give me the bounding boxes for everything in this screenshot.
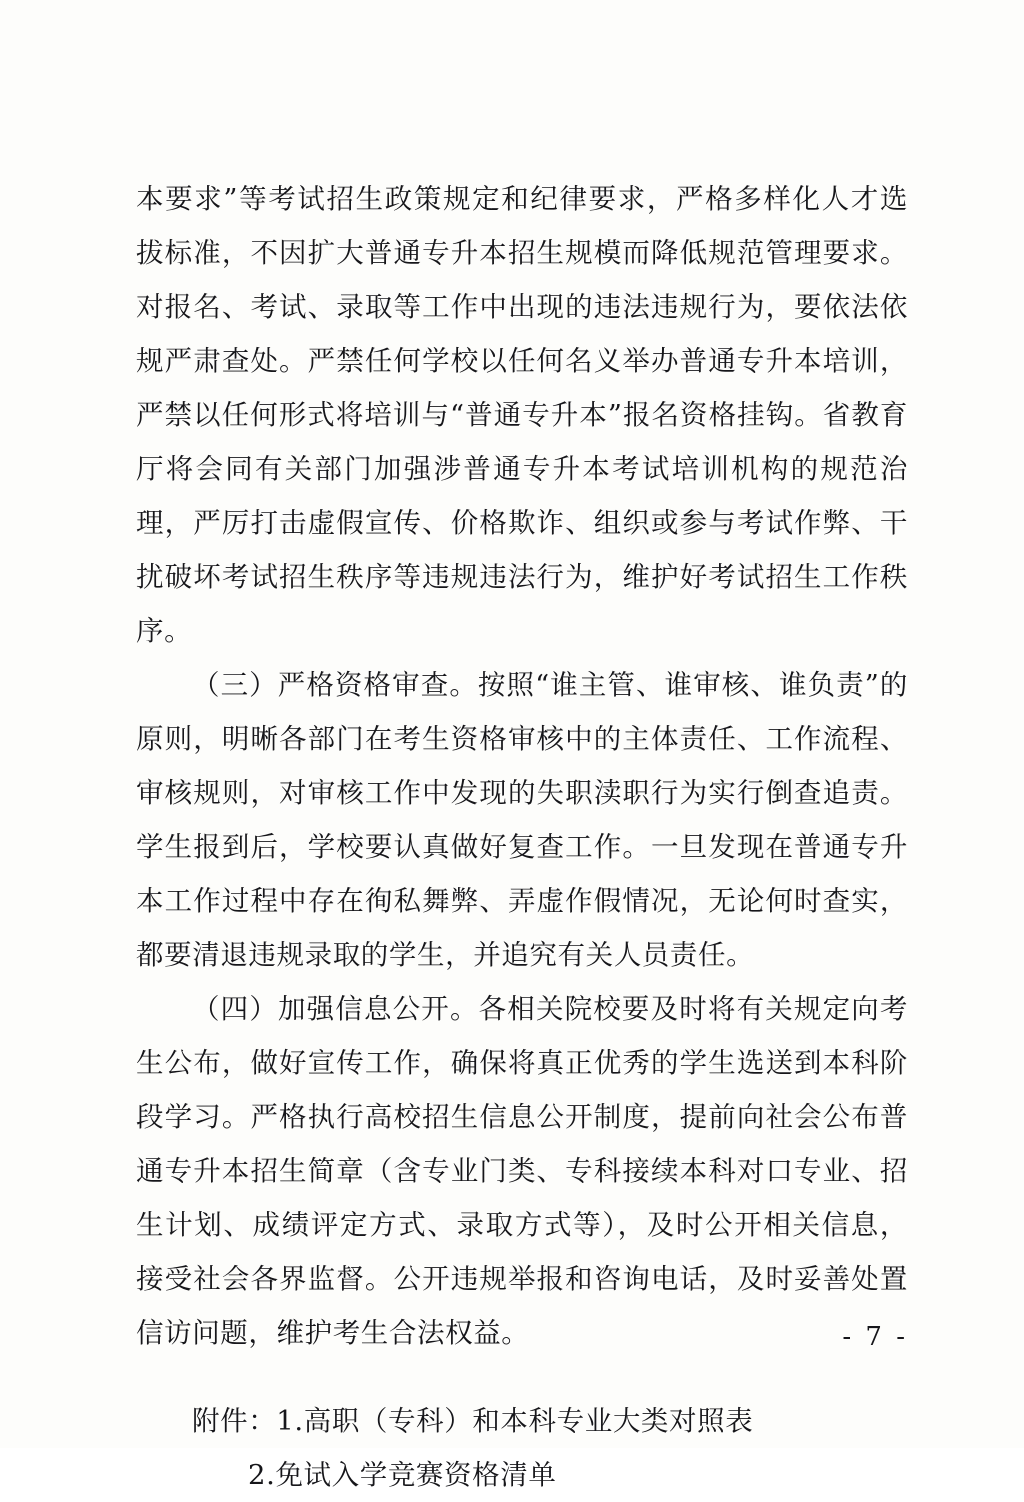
attachment-item-1: 附件：1.高职（专科）和本科专业大类对照表 (192, 1405, 754, 1437)
attachments-block (136, 1394, 908, 1502)
attachment-item-2: 2.免试入学竞赛资格清单 (248, 1459, 557, 1491)
paragraph-section-three: （三）严格资格审查。按照“谁主管、谁审核、谁负责”的原则，明晰各部门在考生资格审核中的主体责任、工作流程、审核规则，对审核工作中发现的失职渎职行为实行倒查追责。学生报到后，学校要认真做好复查工作。一旦发现在普通专升本工作过程中存在徇私舞弊、弄虚作假情况，无论何时查实，都要清退违规录取的学生，并追究有关人员责任。 (136, 669, 908, 971)
page-number: - 7 - (842, 1322, 908, 1352)
paragraph-section-four: （四）加强信息公开。各相关院校要及时将有关规定向考生公布，做好宣传工作，确保将真正优秀的学生选送到本科阶段学习。严格执行高校招生信息公开制度，提前向社会公布普通专升本招生简章（含专业门类、专科接续本科对口专业、招生计划、成绩评定方式、录取方式等），及时公开相关信息，接受社会各界监督。公开违规举报和咨询电话，及时妥善处置信访问题，维护考生合法权益。 (136, 993, 908, 1349)
paragraph-continued: 本要求”等考试招生政策规定和纪律要求，严格多样化人才选拔标准，不因扩大普通专升本招生规模而降低规范管理要求。对报名、考试、录取等工作中出现的违法违规行为，要依法依规严肃查处。严禁任何学校以任何名义举办普通专升本培训，严禁以任何形式将培训与“普通专升本”报名资格挂钩。省教育厅将会同有关部门加强涉普通专升本考试培训机构的规范治理，严厉打击虚假宣传、价格欺诈、组织或参与考试作弊、干扰破坏考试招生秩序等违规违法行为，维护好考试招生工作秩序。 (136, 183, 908, 647)
document-body (136, 172, 908, 1502)
